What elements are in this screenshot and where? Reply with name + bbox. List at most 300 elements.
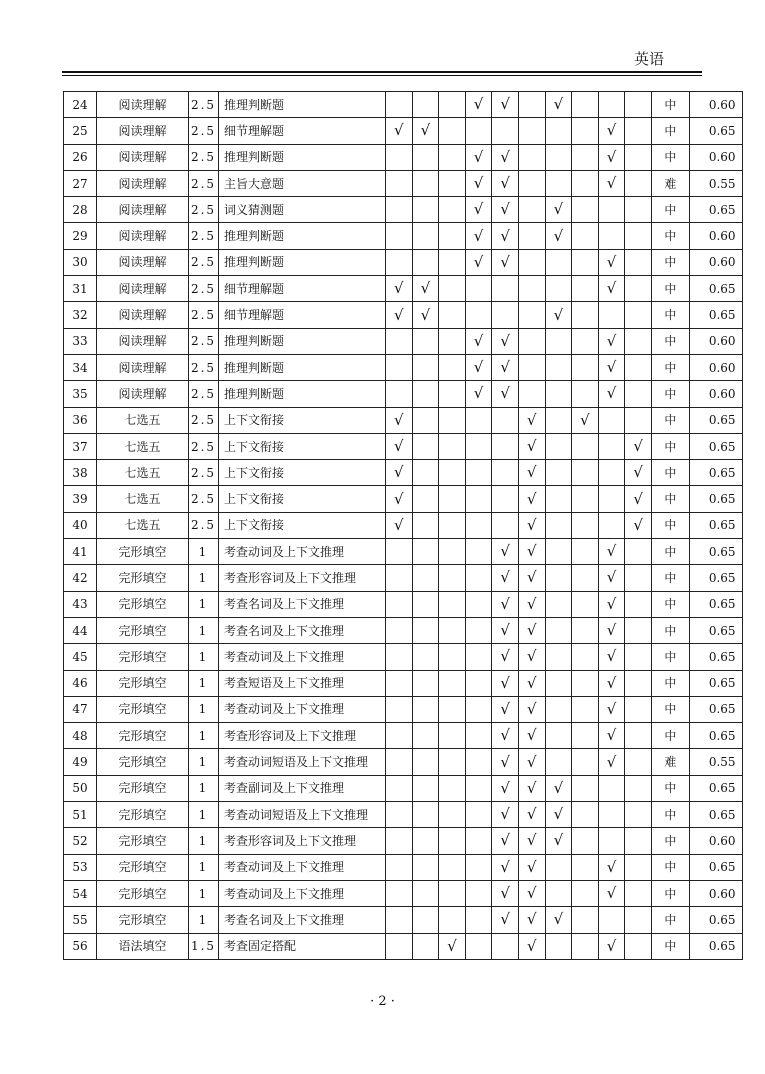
empty-cell [545,723,572,749]
spacer-cell [689,92,702,118]
question-number-cell: 56 [64,933,97,959]
question-type-cell: 七选五 [97,407,189,433]
empty-cell [465,486,492,512]
question-type-cell: 完形填空 [97,749,189,775]
table-row [64,433,743,459]
spacer-cell [689,670,702,696]
table-row [64,723,743,749]
spacer-cell [689,381,702,407]
spacer-cell [689,723,702,749]
score-cell: 2.5 [189,249,219,275]
score-cell: 1 [189,802,219,828]
difficulty-cell: 0.65 [702,433,742,459]
empty-cell [598,907,625,933]
content-cell: 考查动词及上下文推理 [219,880,386,906]
check-mark-cell: √ [598,170,625,196]
level-cell: 中 [651,433,689,459]
empty-cell [572,617,599,643]
empty-cell [545,696,572,722]
empty-cell [386,591,413,617]
empty-cell [625,723,652,749]
empty-cell [598,302,625,328]
table-row [64,775,743,801]
check-mark-cell: √ [386,407,413,433]
check-mark-cell: √ [598,723,625,749]
empty-cell [518,118,545,144]
empty-cell [386,907,413,933]
empty-cell [492,933,519,959]
score-cell: 2.5 [189,144,219,170]
spacer-cell [689,933,702,959]
difficulty-cell: 0.65 [702,802,742,828]
empty-cell [572,591,599,617]
level-cell: 中 [651,539,689,565]
check-mark-cell: √ [545,828,572,854]
difficulty-cell: 0.65 [702,696,742,722]
question-number-cell: 31 [64,276,97,302]
check-mark-cell: √ [492,591,519,617]
check-mark-cell: √ [412,118,439,144]
empty-cell [465,880,492,906]
empty-cell [598,407,625,433]
check-mark-cell: √ [598,670,625,696]
empty-cell [412,144,439,170]
empty-cell [545,433,572,459]
empty-cell [439,354,466,380]
question-number-cell: 44 [64,617,97,643]
check-mark-cell: √ [518,617,545,643]
content-cell: 上下文衔接 [219,433,386,459]
check-mark-cell: √ [492,354,519,380]
difficulty-cell: 0.65 [702,460,742,486]
empty-cell [412,433,439,459]
empty-cell [598,802,625,828]
question-number-cell: 36 [64,407,97,433]
question-type-cell: 七选五 [97,433,189,459]
empty-cell [465,460,492,486]
content-cell: 考查名词及上下文推理 [219,907,386,933]
empty-cell [412,512,439,538]
question-type-cell: 完形填空 [97,828,189,854]
check-mark-cell: √ [386,433,413,459]
spacer-cell [689,907,702,933]
header-rule-thin [62,75,702,76]
question-type-cell: 完形填空 [97,880,189,906]
content-cell: 考查动词短语及上下文推理 [219,749,386,775]
table-row [64,670,743,696]
empty-cell [439,381,466,407]
table-row [64,591,743,617]
question-number-cell: 49 [64,749,97,775]
empty-cell [412,644,439,670]
empty-cell [386,539,413,565]
empty-cell [572,170,599,196]
question-type-cell: 完形填空 [97,802,189,828]
empty-cell [465,696,492,722]
question-number-cell: 38 [64,460,97,486]
empty-cell [625,302,652,328]
empty-cell [598,775,625,801]
empty-cell [465,933,492,959]
table-row [64,617,743,643]
check-mark-cell: √ [598,328,625,354]
empty-cell [572,460,599,486]
empty-cell [625,407,652,433]
empty-cell [518,328,545,354]
difficulty-cell: 0.65 [702,591,742,617]
level-cell: 中 [651,723,689,749]
check-mark-cell: √ [545,223,572,249]
score-cell: 2.5 [189,460,219,486]
empty-cell [465,907,492,933]
empty-cell [572,381,599,407]
score-cell: 1 [189,907,219,933]
empty-cell [518,197,545,223]
content-cell: 考查形容词及上下文推理 [219,723,386,749]
empty-cell [386,802,413,828]
empty-cell [625,670,652,696]
content-cell: 主旨大意题 [219,170,386,196]
question-type-cell: 完形填空 [97,565,189,591]
level-cell: 难 [651,170,689,196]
empty-cell [545,276,572,302]
check-mark-cell: √ [518,670,545,696]
empty-cell [572,223,599,249]
empty-cell [545,381,572,407]
question-number-cell: 27 [64,170,97,196]
spacer-cell [689,354,702,380]
question-number-cell: 34 [64,354,97,380]
empty-cell [439,617,466,643]
empty-cell [412,828,439,854]
level-cell: 中 [651,802,689,828]
question-number-cell: 25 [64,118,97,144]
check-mark-cell: √ [545,302,572,328]
table-row [64,407,743,433]
empty-cell [625,854,652,880]
empty-cell [572,907,599,933]
question-type-cell: 完形填空 [97,591,189,617]
check-mark-cell: √ [598,144,625,170]
question-number-cell: 46 [64,670,97,696]
empty-cell [518,144,545,170]
empty-cell [572,749,599,775]
level-cell: 中 [651,486,689,512]
empty-cell [518,92,545,118]
check-mark-cell: √ [518,775,545,801]
empty-cell [386,670,413,696]
question-type-cell: 阅读理解 [97,144,189,170]
empty-cell [439,670,466,696]
table-row [64,197,743,223]
empty-cell [625,880,652,906]
check-mark-cell: √ [518,460,545,486]
page-header [62,44,702,74]
score-cell: 1 [189,617,219,643]
question-type-cell: 完形填空 [97,723,189,749]
empty-cell [465,670,492,696]
empty-cell [412,854,439,880]
check-mark-cell: √ [598,880,625,906]
check-mark-cell: √ [492,802,519,828]
question-number-cell: 40 [64,512,97,538]
check-mark-cell: √ [492,92,519,118]
content-cell: 推理判断题 [219,223,386,249]
check-mark-cell: √ [518,565,545,591]
spacer-cell [689,591,702,617]
check-mark-cell: √ [518,828,545,854]
empty-cell [625,197,652,223]
empty-cell [412,933,439,959]
table-row [64,696,743,722]
check-mark-cell: √ [598,933,625,959]
empty-cell [492,433,519,459]
check-mark-cell: √ [625,433,652,459]
content-cell: 推理判断题 [219,328,386,354]
difficulty-cell: 0.65 [702,539,742,565]
question-type-cell: 完形填空 [97,907,189,933]
check-mark-cell: √ [386,512,413,538]
question-number-cell: 24 [64,92,97,118]
empty-cell [572,512,599,538]
empty-cell [625,381,652,407]
check-mark-cell: √ [518,644,545,670]
empty-cell [492,276,519,302]
difficulty-cell: 0.65 [702,670,742,696]
spacer-cell [689,696,702,722]
empty-cell [465,591,492,617]
spacer-cell [689,223,702,249]
empty-cell [465,802,492,828]
empty-cell [412,539,439,565]
difficulty-cell: 0.60 [702,328,742,354]
empty-cell [465,433,492,459]
check-mark-cell: √ [465,381,492,407]
table-row [64,354,743,380]
content-cell: 上下文衔接 [219,512,386,538]
spacer-cell [689,644,702,670]
table-row [64,907,743,933]
empty-cell [518,381,545,407]
check-mark-cell: √ [492,539,519,565]
empty-cell [572,880,599,906]
content-cell: 考查动词短语及上下文推理 [219,802,386,828]
check-mark-cell: √ [386,302,413,328]
empty-cell [439,460,466,486]
level-cell: 中 [651,696,689,722]
score-cell: 1 [189,828,219,854]
question-type-cell: 阅读理解 [97,354,189,380]
question-number-cell: 35 [64,381,97,407]
empty-cell [492,486,519,512]
check-mark-cell: √ [386,486,413,512]
check-mark-cell: √ [492,828,519,854]
empty-cell [625,92,652,118]
question-type-cell: 阅读理解 [97,249,189,275]
empty-cell [572,933,599,959]
check-mark-cell: √ [518,591,545,617]
check-mark-cell: √ [492,880,519,906]
spacer-cell [689,144,702,170]
difficulty-cell: 0.65 [702,512,742,538]
empty-cell [572,197,599,223]
content-cell: 词义猜测题 [219,197,386,223]
check-mark-cell: √ [518,933,545,959]
empty-cell [465,118,492,144]
check-mark-cell: √ [492,644,519,670]
question-number-cell: 48 [64,723,97,749]
empty-cell [545,617,572,643]
table-row [64,276,743,302]
empty-cell [439,249,466,275]
question-type-cell: 完形填空 [97,644,189,670]
empty-cell [386,644,413,670]
empty-cell [439,302,466,328]
score-cell: 1 [189,696,219,722]
check-mark-cell: √ [412,276,439,302]
score-cell: 1 [189,565,219,591]
level-cell: 中 [651,933,689,959]
check-mark-cell: √ [518,723,545,749]
empty-cell [598,433,625,459]
table-row [64,223,743,249]
content-cell: 考查动词及上下文推理 [219,854,386,880]
score-cell: 2.5 [189,381,219,407]
difficulty-cell: 0.65 [702,907,742,933]
check-mark-cell: √ [492,565,519,591]
question-type-cell: 七选五 [97,486,189,512]
empty-cell [492,460,519,486]
score-cell: 2.5 [189,407,219,433]
check-mark-cell: √ [518,907,545,933]
content-cell: 推理判断题 [219,354,386,380]
empty-cell [572,302,599,328]
spacer-cell [689,460,702,486]
empty-cell [465,749,492,775]
spacer-cell [689,302,702,328]
level-cell: 中 [651,775,689,801]
table-row [64,249,743,275]
check-mark-cell: √ [545,802,572,828]
check-mark-cell: √ [465,92,492,118]
empty-cell [465,617,492,643]
check-mark-cell: √ [518,512,545,538]
check-mark-cell: √ [492,696,519,722]
check-mark-cell: √ [518,539,545,565]
check-mark-cell: √ [492,197,519,223]
question-type-cell: 阅读理解 [97,118,189,144]
empty-cell [439,486,466,512]
empty-cell [572,670,599,696]
level-cell: 中 [651,591,689,617]
question-number-cell: 54 [64,880,97,906]
empty-cell [412,696,439,722]
level-cell: 中 [651,880,689,906]
question-type-cell: 阅读理解 [97,170,189,196]
content-cell: 上下文衔接 [219,407,386,433]
table-row [64,539,743,565]
empty-cell [439,565,466,591]
difficulty-cell: 0.65 [702,276,742,302]
empty-cell [625,775,652,801]
empty-cell [625,617,652,643]
empty-cell [598,92,625,118]
check-mark-cell: √ [598,617,625,643]
check-mark-cell: √ [545,92,572,118]
score-cell: 1 [189,723,219,749]
level-cell: 中 [651,407,689,433]
table-row [64,644,743,670]
question-number-cell: 51 [64,802,97,828]
empty-cell [465,828,492,854]
level-cell: 中 [651,276,689,302]
empty-cell [386,775,413,801]
check-mark-cell: √ [492,223,519,249]
empty-cell [545,854,572,880]
empty-cell [412,591,439,617]
empty-cell [439,775,466,801]
empty-cell [572,775,599,801]
empty-cell [545,144,572,170]
question-number-cell: 52 [64,828,97,854]
check-mark-cell: √ [465,328,492,354]
table-row [64,880,743,906]
difficulty-cell: 0.65 [702,302,742,328]
difficulty-cell: 0.55 [702,749,742,775]
empty-cell [412,460,439,486]
check-mark-cell: √ [518,696,545,722]
empty-cell [439,433,466,459]
difficulty-cell: 0.60 [702,381,742,407]
empty-cell [412,170,439,196]
check-mark-cell: √ [598,249,625,275]
check-mark-cell: √ [386,118,413,144]
score-cell: 1.5 [189,933,219,959]
table-row [64,144,743,170]
difficulty-cell: 0.65 [702,933,742,959]
empty-cell [439,276,466,302]
empty-cell [386,144,413,170]
check-mark-cell: √ [625,486,652,512]
empty-cell [386,92,413,118]
table-row [64,460,743,486]
empty-cell [518,276,545,302]
subject-title: 英语 [633,50,664,68]
empty-cell [412,92,439,118]
empty-cell [572,276,599,302]
difficulty-cell: 0.60 [702,144,742,170]
empty-cell [412,565,439,591]
question-number-cell: 30 [64,249,97,275]
check-mark-cell: √ [465,223,492,249]
spacer-cell [689,328,702,354]
check-mark-cell: √ [492,775,519,801]
analysis-table [63,91,743,960]
check-mark-cell: √ [465,354,492,380]
content-cell: 上下文衔接 [219,486,386,512]
empty-cell [572,565,599,591]
empty-cell [545,328,572,354]
score-cell: 2.5 [189,223,219,249]
empty-cell [625,354,652,380]
spacer-cell [689,828,702,854]
check-mark-cell: √ [598,854,625,880]
spacer-cell [689,617,702,643]
difficulty-cell: 0.65 [702,617,742,643]
question-number-cell: 39 [64,486,97,512]
check-mark-cell: √ [465,197,492,223]
content-cell: 考查形容词及上下文推理 [219,565,386,591]
